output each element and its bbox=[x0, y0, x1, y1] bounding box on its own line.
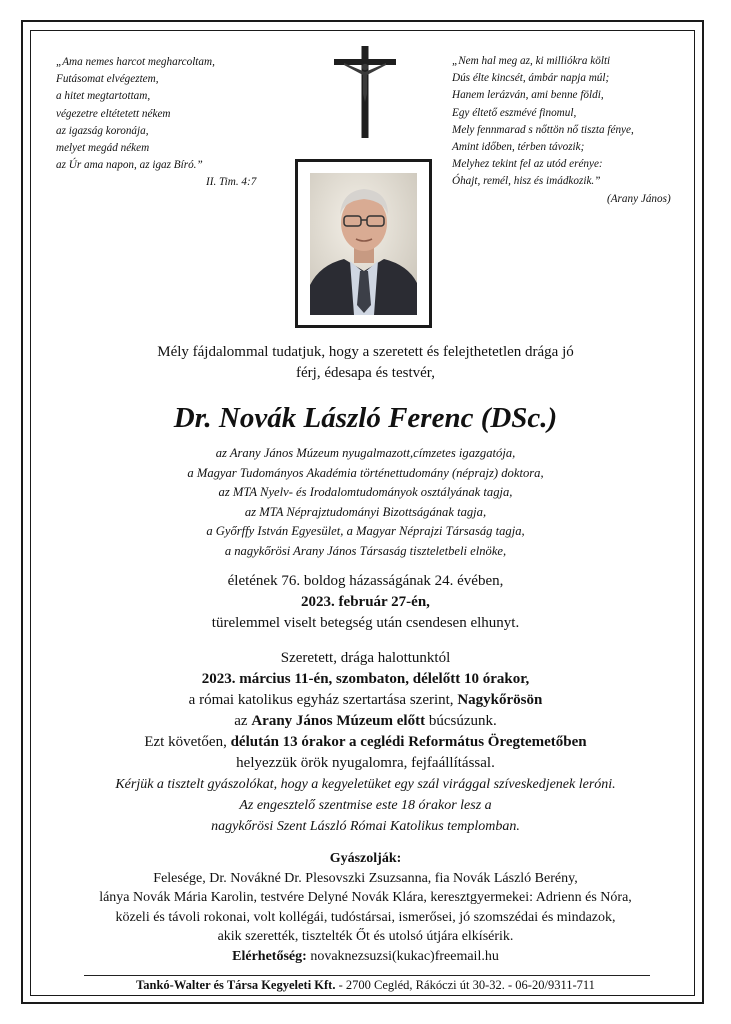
title-line: az MTA Néprajztudományi Bizottságának tagja, bbox=[244, 504, 487, 519]
passing-line: türelemmel viselt betegség után csendesen elhunyt. bbox=[211, 615, 520, 631]
mourners-line: közeli és távoli rokonai, volt kollégái, tudóstársai, ismerősei, jó szomszédai és mindazok, bbox=[115, 909, 616, 925]
poem-line: „Ama nemes harcot megharcoltam, bbox=[56, 56, 215, 68]
title-line: a Győrffy István Egyesület, a Magyar Néprajzi Társaság tagja, bbox=[206, 524, 525, 538]
deceased-name: Dr. Novák László Ferenc (DSc.) bbox=[173, 402, 558, 434]
funeral-venue: Arany János Múzeum előtt bbox=[251, 713, 426, 729]
poem-line: végezetre eltétetett nékem bbox=[56, 107, 171, 120]
mass-line: Az engesztelő szentmise este 18 órakor lesz a bbox=[239, 798, 492, 813]
poem-line: a hitet megtartottam, bbox=[56, 90, 151, 103]
mass-place: nagykőrösi Szent László Római Katolikus templomban. bbox=[211, 819, 520, 834]
poem-line: az Úr ama napon, az igaz Bíró.” bbox=[56, 159, 203, 172]
funeral-info bbox=[30, 648, 701, 837]
poem-line: „Nem hal meg az, ki milliókra költi bbox=[452, 55, 611, 67]
intro-line: Mély fájdalommal tudatjuk, hogy a szeretett és felejthetetlen drága jó bbox=[157, 344, 574, 360]
company-name: Tankó-Walter és Társa Kegyeleti Kft. bbox=[136, 978, 336, 992]
poem-line: Óhajt, remél, hisz és imádkozik.” bbox=[452, 175, 601, 188]
contact-label: Elérhetőség: bbox=[232, 948, 307, 964]
poem-line: az igazság koronája, bbox=[56, 124, 149, 137]
poem-line: melyet megád nékem bbox=[56, 142, 150, 155]
poem-left bbox=[56, 54, 256, 192]
poem-line: Hanem lerázván, ami benne földi, bbox=[452, 89, 604, 102]
funeral-datetime: 2023. március 11-én, szombaton, délelőtt 10 órakor, bbox=[201, 671, 530, 687]
poem-right bbox=[452, 53, 671, 208]
funeral-line: helyezzük örök nyugalomra, fejfaállítással. bbox=[236, 755, 495, 771]
portrait-photo bbox=[310, 173, 417, 315]
intro-text bbox=[30, 342, 701, 384]
mourners-line: akik szerették, tisztelték Őt és utolsó útjára elkísérik. bbox=[217, 929, 514, 944]
age-line: életének 76. boldog házasságának 24. évében, bbox=[227, 573, 504, 589]
poem-line: Amint időben, térben távozik; bbox=[452, 141, 585, 154]
contact-email: novaknezsuzsi(kukac)freemail.hu bbox=[306, 948, 499, 964]
death-date: 2023. február 27-én, bbox=[301, 594, 430, 610]
funeral-line: a római katolikus egyház szertartása szerint, bbox=[188, 692, 458, 708]
poem-line: Melyhez tekint fel az utód erénye: bbox=[452, 158, 603, 171]
company-details: - 2700 Cegléd, Rákóczi út 30-32. - 06-20/9311-711 bbox=[335, 978, 595, 992]
poem-line: Egy éltető eszmévé finomul, bbox=[452, 106, 577, 119]
poem-line: Mely fennmarad s nőttön nő tiszta fénye, bbox=[452, 123, 634, 136]
mourners-line: lánya Novák Mária Karolin, testvére Delyné Novák Klára, keresztgyermekei: Adrienn és Nóra, bbox=[99, 890, 632, 905]
funeral-line: az bbox=[234, 713, 252, 729]
title-line: az Arany János Múzeum nyugalmazott,címzetes igazgatója, bbox=[215, 446, 516, 460]
life-info bbox=[30, 571, 701, 634]
intro-line: férj, édesapa és testvér, bbox=[296, 365, 435, 381]
funeral-line: Szeretett, drága halottunktól bbox=[280, 650, 451, 666]
titles-list bbox=[30, 444, 701, 561]
mourners-section bbox=[30, 849, 701, 966]
title-line: a Magyar Tudományos Akadémia történettudomány (néprajz) doktora, bbox=[187, 465, 544, 480]
footer bbox=[30, 976, 701, 994]
crucifix-icon bbox=[334, 46, 396, 138]
mourners-heading: Gyászolják: bbox=[329, 851, 402, 866]
title-line: a nagykőrösi Arany János Társaság tiszteletbeli elnöke, bbox=[224, 543, 507, 558]
flower-request: Kérjük a tisztelt gyászolókat, hogy a kegyeletüket egy szál virággal szíveskedjenek leróni. bbox=[115, 777, 616, 792]
mourners-line: Felesége, Dr. Novákné Dr. Plesovszki Zsuzsanna, fia Novák László Berény, bbox=[153, 870, 578, 886]
poem-citation: (Arany János) bbox=[607, 192, 671, 205]
title-line: az MTA Nyelv- és Irodalomtudományok osztályának tagja, bbox=[218, 485, 513, 499]
poem-citation: II. Tim. 4:7 bbox=[206, 176, 257, 189]
funeral-town: Nagykőrösön bbox=[457, 692, 543, 708]
poem-line: Futásomat elvégeztem, bbox=[56, 73, 159, 86]
funeral-line: búcsúzunk. bbox=[425, 713, 497, 729]
funeral-line: Ezt követően, bbox=[144, 734, 231, 750]
burial-place: délután 13 órakor a ceglédi Református Öregtemetőben bbox=[230, 734, 587, 750]
poem-line: Dús élte kincsét, ámbár napja múl; bbox=[452, 72, 610, 85]
photo-frame bbox=[295, 159, 432, 328]
